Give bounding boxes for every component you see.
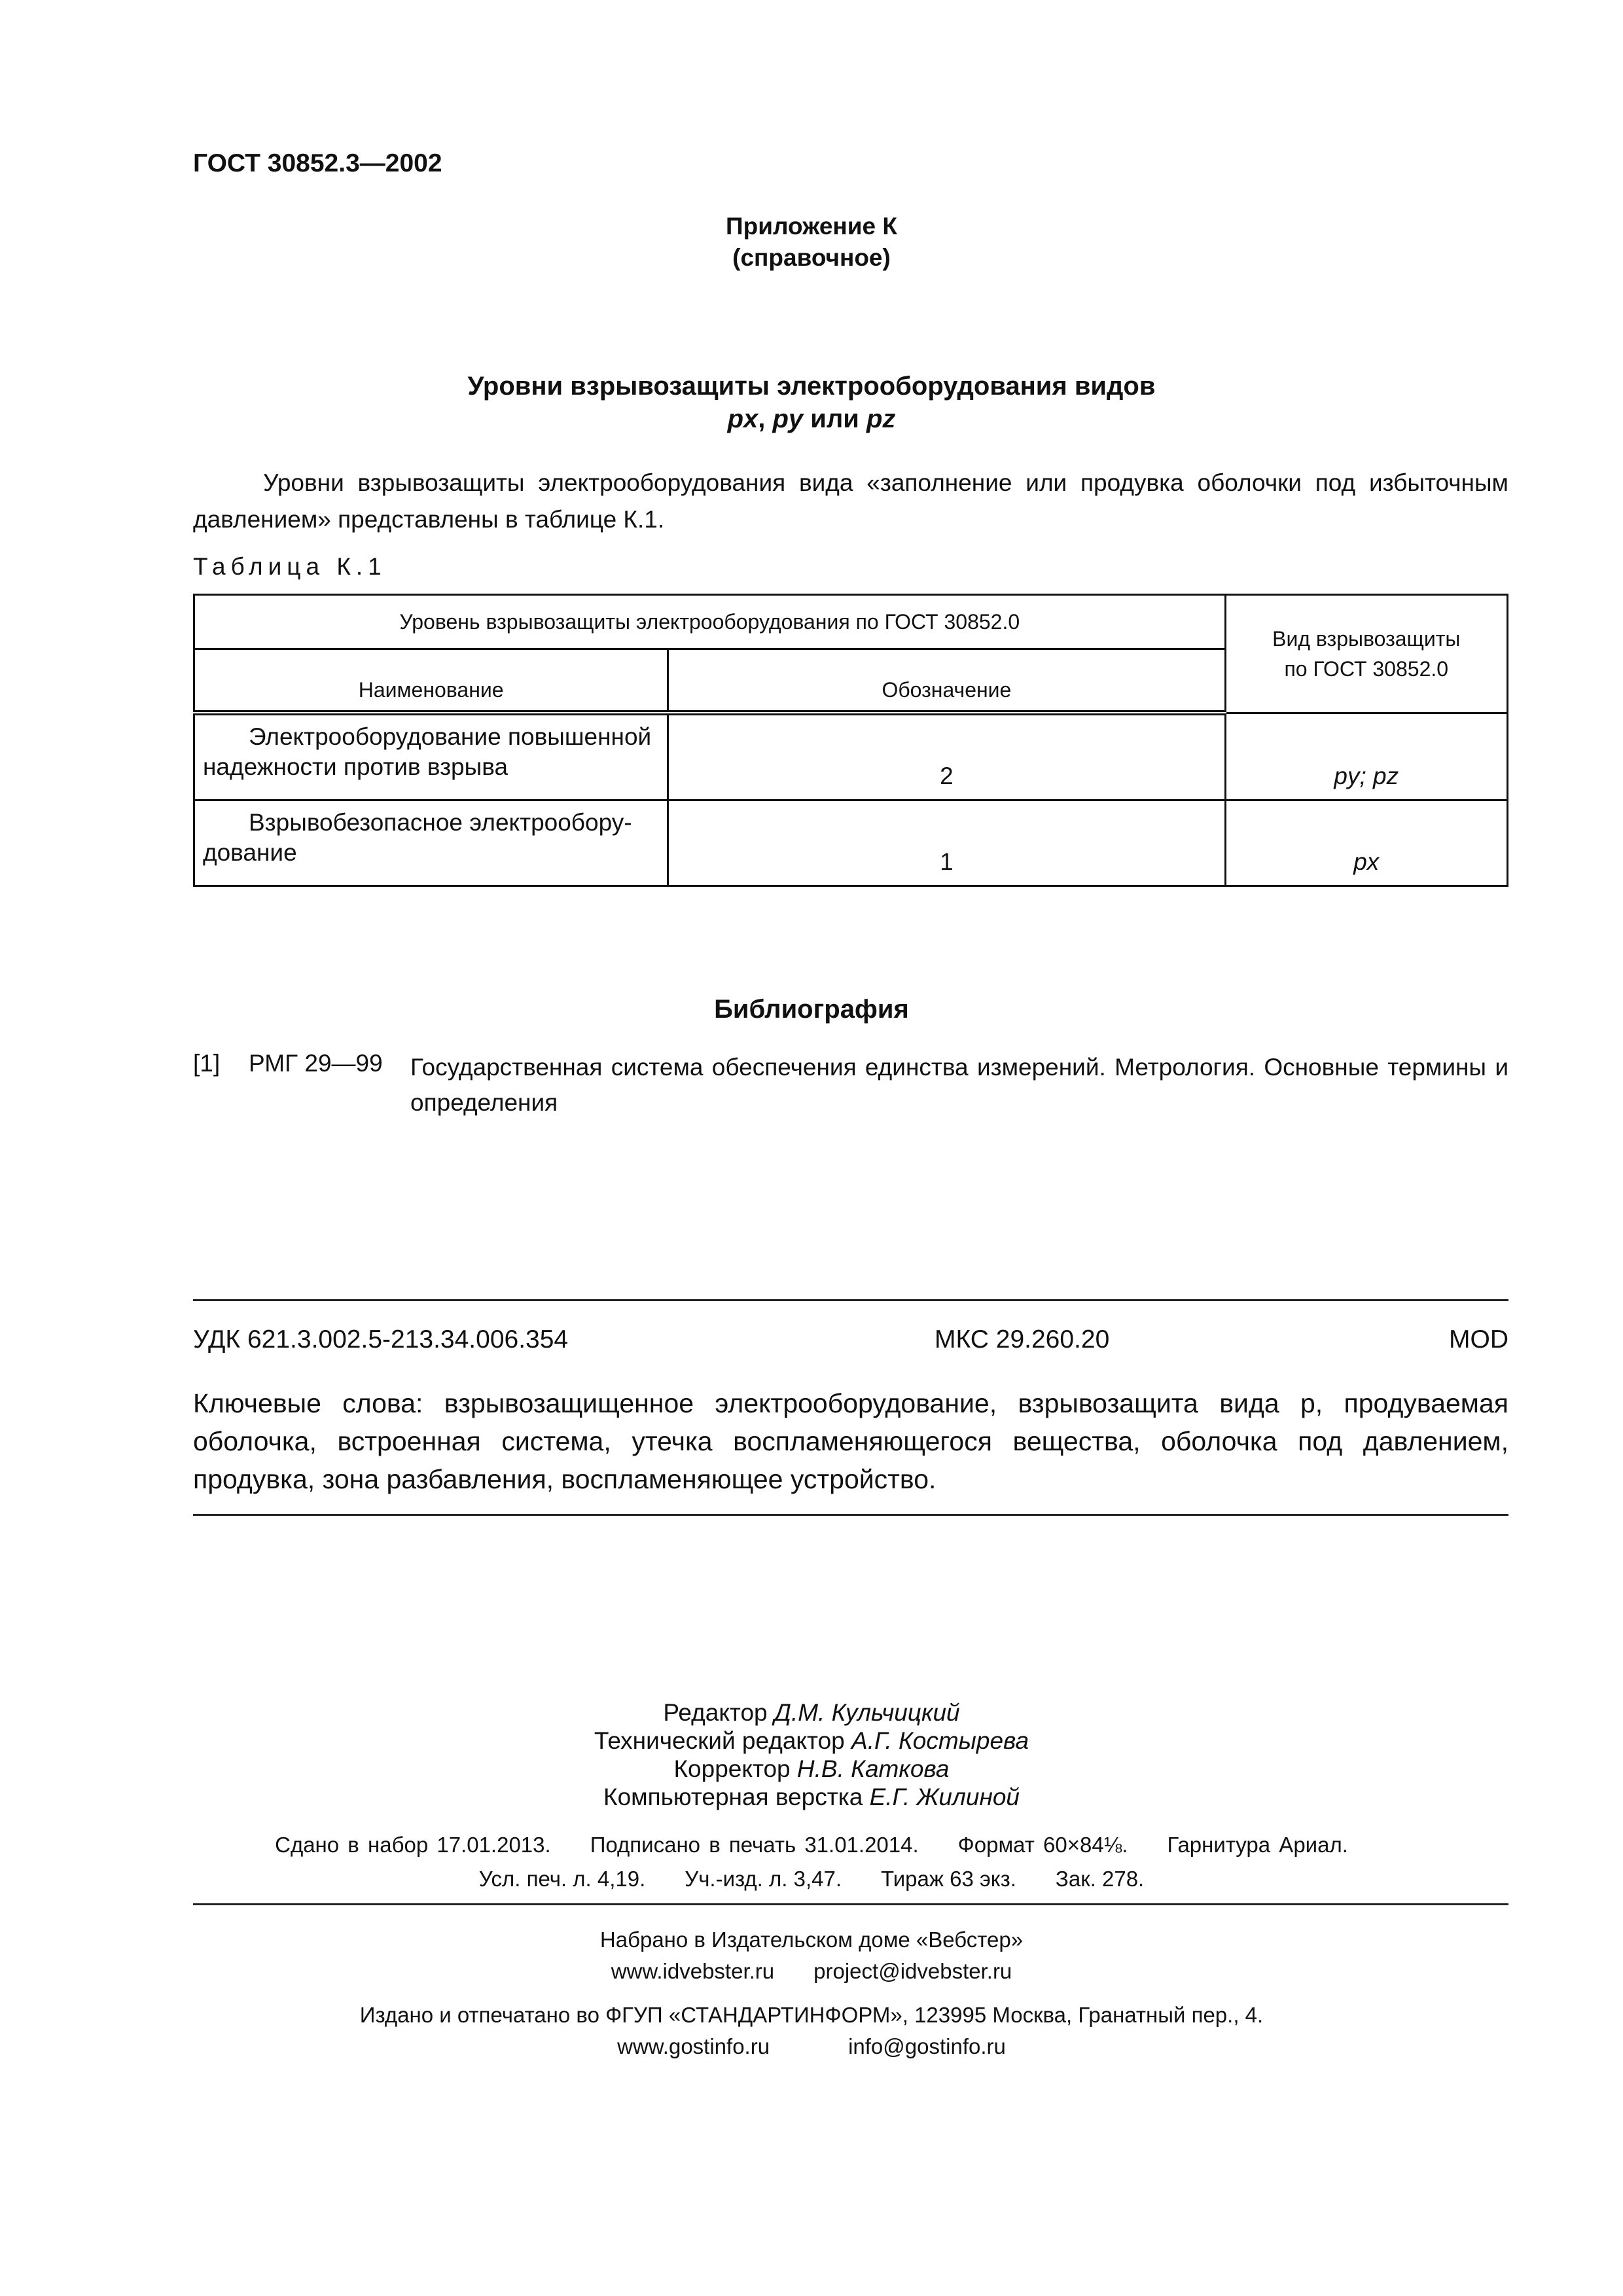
site-link[interactable]: www.idvebster.ru xyxy=(611,1959,775,1983)
header-group: Уровень взрывозащиты электрооборудования по ГОСТ 30852.0 xyxy=(194,595,1226,649)
staff-credits xyxy=(0,1698,1623,1811)
header-designation: Обозначение xyxy=(668,649,1225,713)
bibliography-title: Библиография xyxy=(714,995,909,1024)
layout-line: Компьютерная верстка Е.Г. Жилиной xyxy=(603,1784,1020,1810)
header-name: Наименование xyxy=(194,649,668,713)
divider xyxy=(193,1514,1508,1516)
title-px: px xyxy=(727,404,758,433)
table-row xyxy=(194,713,1508,800)
divider xyxy=(193,1903,1508,1905)
table-row xyxy=(194,800,1508,886)
bib-item-code: РМГ 29—99 xyxy=(249,1050,383,1077)
divider xyxy=(193,1299,1508,1301)
udk-code: УДК 621.3.002.5-213.34.006.354 xyxy=(193,1325,569,1354)
typeset-line: Набрано в Издательском доме «Вебстер» xyxy=(599,1928,1024,1952)
row-name: Электрооборудование повышенной надежности против взрыва xyxy=(194,713,668,800)
bib-item-number: [1] xyxy=(193,1050,221,1077)
email-link[interactable]: info@gostinfo.ru xyxy=(848,2034,1006,2058)
table-caption: Таблица К.1 xyxy=(193,553,387,580)
keywords: Ключевые слова: взрывозащищенное электрооборудование, взрывозащита вида р, продуваемая оболочка, встроенная система, утечка воспламеняющегося вещества, оболочка под давлением, продувка, зона разбавления, воспламеняющее устройство. xyxy=(193,1388,1508,1494)
printed-line: Издано и отпечатано во ФГУП «СТАНДАРТИНФОРМ», 123995 Москва, Гранатный пер., 4. xyxy=(359,2003,1264,2027)
site-link[interactable]: www.gostinfo.ru xyxy=(617,2034,770,2058)
corrector-line: Корректор Н.В. Каткова xyxy=(673,1755,950,1782)
publisher-contacts-2 xyxy=(0,2034,1623,2059)
title-or: или xyxy=(803,404,866,433)
email-link[interactable]: project@idvebster.ru xyxy=(813,1959,1012,1983)
mod-label: MOD xyxy=(1449,1325,1508,1354)
header-protection-type: Вид взрывозащиты по ГОСТ 30852.0 xyxy=(1225,595,1508,713)
annex-heading xyxy=(0,211,1623,274)
mks-code: МКС 29.260.20 xyxy=(935,1325,1110,1354)
row-designation: 1 xyxy=(668,800,1225,886)
intro-paragraph: Уровни взрывозащиты электрооборудования вида «заполнение или продувка оболочки под избыточным давлением» представлены в таблице К.1. xyxy=(193,469,1508,533)
title-sep: , xyxy=(758,404,773,433)
section-title xyxy=(0,370,1623,435)
row-type: py; pz xyxy=(1225,713,1508,800)
row-type: px xyxy=(1225,800,1508,886)
section-title-line2 xyxy=(0,403,1623,435)
title-pz: pz xyxy=(866,404,896,433)
bib-item-text: Государственная система обеспечения единства измерений. Метрология. Основные термины и определения xyxy=(410,1054,1508,1116)
section-title-line1: Уровни взрывозащиты электрооборудования видов xyxy=(467,372,1156,401)
publisher-contacts-1 xyxy=(0,1959,1623,1984)
standard-code: ГОСТ 30852.3—2002 xyxy=(193,149,442,177)
levels-table xyxy=(193,594,1508,887)
row-name: Взрывобезопасное электрообору-дование xyxy=(194,800,668,886)
row-designation: 2 xyxy=(668,713,1225,800)
annex-title: Приложение К xyxy=(726,213,897,240)
editor-line: Редактор Д.М. Кульчицкий xyxy=(663,1699,960,1726)
title-py: py xyxy=(772,404,804,433)
tech-editor-line: Технический редактор А.Г. Костырева xyxy=(594,1727,1029,1754)
annex-kind: (справочное) xyxy=(732,244,891,271)
imprint-line-2: Усл. печ. л. 4,19. Уч.-изд. л. 3,47. Тираж 63 экз. Зак. 278. xyxy=(478,1867,1145,1891)
imprint-line-1: Сдано в набор 17.01.2013. Подписано в печать 31.01.2014. Формат 60×84⅛. Гарнитура Ариал. xyxy=(275,1833,1348,1857)
